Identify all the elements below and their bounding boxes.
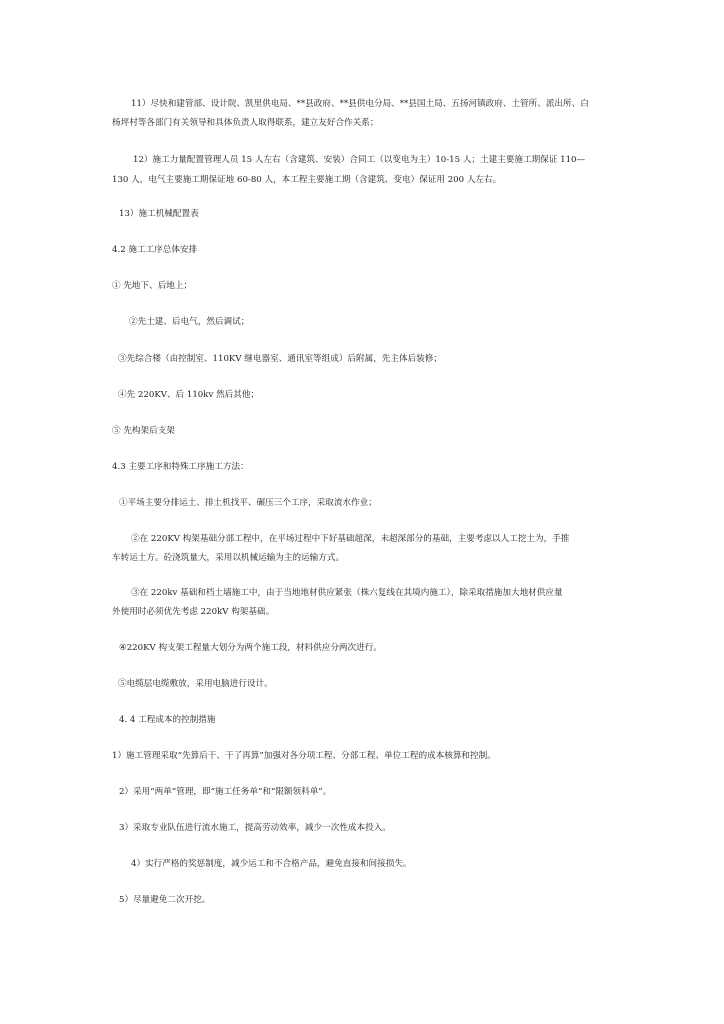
cost-item-2: 2）采用“两单”管理，即“施工任务单”和“限额领料单”。 (119, 787, 332, 797)
paragraph-12-line-1: 12）施工力量配置管理人员 15 人左右（含建筑、安装）合同工（以变电为主）10-15 人；土建主要施工期保证 110— (133, 155, 586, 165)
cost-item-5: 5）尽量避免二次开挖。 (119, 895, 211, 905)
method-item-5: ⑤电缆层电缆敷放，采用电脑进行设计。 (118, 679, 273, 689)
paragraph-11-line-2: 杨坪村等各部门有关领导和具体负责人取得联系，建立友好合作关系； (112, 118, 379, 128)
method-item-4: ④220KV 构支架工程量大划分为两个施工段，材料供应分两次进行。 (119, 643, 382, 653)
method-item-2-line-2: 车转运土方。砼浇筑量大，采用以机械运输为主的运输方式。 (112, 553, 345, 563)
sequence-item-2: ②先土建、后电气，然后调试； (129, 317, 250, 327)
sequence-item-4: ④先 220KV、后 110kv 然后其他； (118, 390, 260, 400)
heading-4-3: 4.3 主要工序和特殊工序施工方法： (112, 462, 249, 472)
cost-item-4: 4）实行严格的奖惩制度，减少运工和不合格产品，避免直接和间接损失。 (131, 859, 412, 869)
sequence-item-5: ⑤ 先构架后支架 (112, 426, 175, 436)
method-item-1: ①平场主要分排运土、排土机找平、碾压三个工序，采取流水作业； (119, 498, 377, 508)
method-item-2-line-1: ②在 220KV 构架基础分部工程中，在平场过程中下好基础超深，未超深部分的基础，主要考虑以人工挖土为，手推 (131, 534, 570, 544)
heading-4-2: 4.2 施工工序总体安排 (112, 245, 198, 255)
paragraph-11-line-1: 11）尽快和建管部、设计院、凯里供电局、**县政府、**县供电分局、**县国土局、五扬河镇政府、土管所、派出所、白 (131, 99, 589, 109)
paragraph-12-line-2: 130 人，电气主要施工期保证地 60-80 人，本工程主要施工期（含建筑、变电）保证用 200 人左右。 (112, 175, 502, 185)
method-item-3-line-1: ③在 220kv 基础和档土墙施工中，由于当地地材供应紧张（株六复线在其境内施工），除采取措施加大地材供应量 (131, 588, 563, 598)
method-item-3-line-2: 外使用时必须优先考虑 220kV 构架基础。 (112, 607, 275, 617)
paragraph-13: 13）施工机械配置表 (119, 209, 199, 219)
cost-item-3: 3）采取专业队伍进行流水施工，提高劳动效率，减少一次性成本投入。 (119, 823, 391, 833)
sequence-item-1: ① 先地下、后地上； (112, 281, 193, 291)
heading-4-4: 4. 4 工程成本的控制措施 (119, 715, 216, 725)
cost-item-1: 1）施工管理采取“先算后干、干了再算”加强对各分项工程、分部工程、单位工程的成本核算和控制。 (112, 751, 496, 761)
sequence-item-3: ③先综合楼（由控制室、110KV 继电器室、通讯室等组成）后附属，先主体后装修； (118, 354, 442, 364)
